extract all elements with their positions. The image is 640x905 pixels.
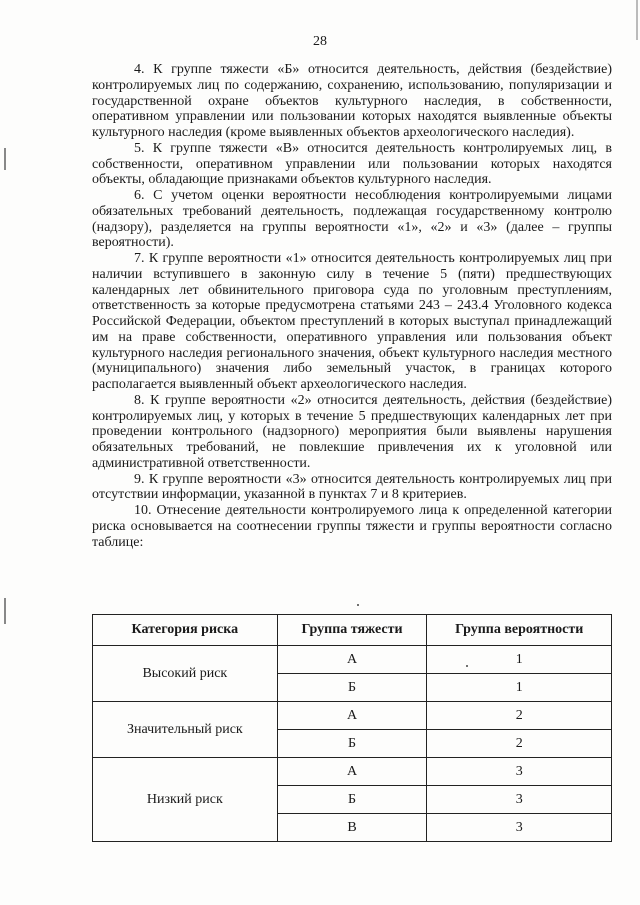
risk-category-cell: Значительный риск [93,702,278,758]
severity-cell: Б [277,786,427,814]
severity-cell: В [277,814,427,842]
severity-cell: Б [277,674,427,702]
risk-category-cell: Низкий риск [93,758,278,842]
probability-cell: 3 [427,758,612,786]
probability-cell: 2 [427,702,612,730]
severity-cell: А [277,702,427,730]
probability-cell: 1 [427,674,612,702]
paragraph-5: 5. К группе тяжести «В» относится деятельность контролируемых лиц, в собственности, оперативном управлении или пользовании которых находятся объекты, обладающие признаками объектов культурного наследия. [92,140,612,188]
table-row [93,702,612,730]
header-probability-group: Группа вероятности [427,615,612,646]
paragraph-8: 8. К группе вероятности «2» относится деятельность, действия (бездействие) контролируемых лиц, у которых в течение 5 предшествующих календарных лет при проведении контрольного (надзорного) мероприятия были выявлены нарушения обязательных требований, не повлекшие привлечения их к уголовной или административной ответственности. [92,392,612,471]
paragraph-9: 9. К группе вероятности «3» относится деятельность контролируемых лиц при отсутствии информации, указанной в пунктах 7 и 8 критериев. [92,471,612,503]
severity-cell: А [277,646,427,674]
probability-cell: 3 [427,814,612,842]
paragraph-4: 4. К группе тяжести «Б» относится деятельность, действия (бездействие) контролируемых лиц по содержанию, сохранению, использованию, популяризации и государственной охране объектов культурного наследия, в собственности, оперативном управлении или пользовании которых находятся выявленные объекты культурного наследия (кроме выявленных объектов археологического наследия). [92,62,612,140]
document-body [92,62,612,550]
header-severity-group: Группа тяжести [277,615,427,646]
header-risk-category: Категория риска [93,615,278,646]
scan-edge-mark [4,598,6,624]
risk-category-cell: Высокий риск [93,646,278,702]
paragraph-7: 7. К группе вероятности «1» относится деятельность контролируемых лиц при наличии вступившего в законную силу в течение 5 (пяти) предшествующих календарных лет обвинительного приговора суда по уголовным преступлениям, ответственность за которые предусмотрена статьями 243 – 243.4 Уголовного кодекса Российской Федерации, объектом преступлений в которых выступал принадлежащий им на праве собственности, оперативного управления или пользования объект культурного наследия регионального значения, объект культурного наследия местного (муниципального) значения либо земельный участок, в границах которого располагается выявленный объект археологического наследия. [92,251,612,392]
scan-speck [357,604,359,606]
paragraph-10: 10. Отнесение деятельности контролируемого лица к определенной категории риска основывается на соотнесении группы тяжести и группы вероятности согласно таблице: [92,503,612,550]
probability-cell: 2 [427,730,612,758]
scan-edge-mark [4,148,6,170]
probability-cell: 1 [427,646,612,674]
paragraph-6: 6. С учетом оценки вероятности несоблюдения контролируемыми лицами обязательных требований деятельность, подлежащая государственному контролю (надзору), разделяется на группы вероятности «1», «2» и «3» (далее – группы вероятности). [92,188,612,251]
risk-category-table [92,614,612,842]
severity-cell: Б [277,730,427,758]
severity-cell: А [277,758,427,786]
table-row [93,646,612,674]
page-number: 28 [313,34,327,49]
table-header-row [93,615,612,646]
probability-cell: 3 [427,786,612,814]
table-row [93,758,612,786]
